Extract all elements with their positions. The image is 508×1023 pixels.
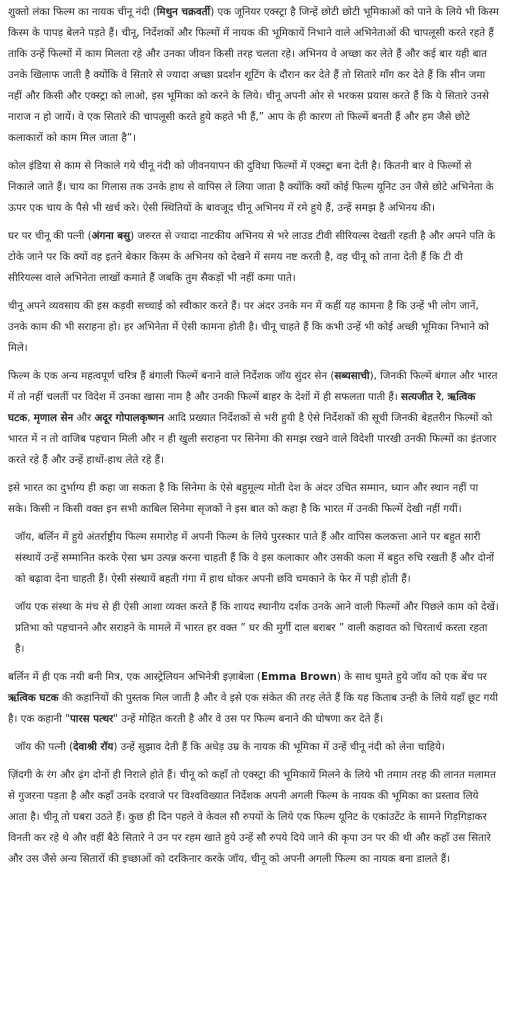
paragraph-text: चीनू अपने व्यवसाय की इस कड़वी सच्चाई को स्वीकार करते हैं। पर अंदर उनके मन में कहीं यह कामना है कि उन्हें भी लोग जानें, उनके काम की भी सराहना हो। हर अभिनेता में ऐसी कामना होती है। चीनू चाहते हैं कि कभी उन्हें भी कोई अच्छी भूमिका निभाने को मिले। xyxy=(8,300,489,354)
bold-name: अंगना बसु xyxy=(91,230,131,242)
paragraph-text: जॉय एक संस्था के मंच से ही ऐसी आशा व्यक्त करते हैं कि शायद स्थानीय दर्शक उनके आने वाली फिल्मों और पिछले काम को देखें। प्रतिभा को पहचानने और सराहने के मामले में भारत हर वक्त ” घर की मुर्गी दाल बराबर ” वाली कहावत को चिरतार्थ करता रहता है। xyxy=(15,601,499,655)
article-paragraph xyxy=(8,597,500,660)
paragraph-text: ) उन्हें सुझाव देती हैं कि अधेड़ उम्र के नायक की भूमिका में उन्हें चीनू नंदी को लेना चाहिये। xyxy=(113,741,445,753)
paragraph-text: बर्लिन में ही एक नयी बनी मित्र, एक आस्ट्रेलियन अभिनेत्री इज़ाबेला ( xyxy=(8,671,261,683)
paragraph-text: , xyxy=(27,412,34,424)
article-paragraph xyxy=(8,765,500,870)
article-paragraph xyxy=(8,156,500,219)
paragraph-text: कोल इंडिया से काम से निकाले गये चीनू नंदी को जीवनयापन की दुविधा फिल्मों में एक्स्ट्रा बना देती है। कितनी बार वे फिल्मों से निकाले जाते हैं। चाय का गिलास तक उनके हाथ से वापिस ले लिया जाता है क्योंकि क्यों कोई फिल्म यूनिट उन जैसे छोटे अभिनेता के ऊपर एक चाय के पैसे भी खर्च करे। ऐसी स्थितियों के बावजूद चीनू अभिनय में रमे हुये हैं, उन्हें समझ है अभिनय की। xyxy=(8,160,494,214)
paragraph-text: जॉय की पत्नी ( xyxy=(15,741,74,753)
bold-name: देवाश्री रॉय xyxy=(73,741,114,753)
paragraph-text: ) एक जूनियर एक्स्ट्रा है जिन्हें छोटी छोटी भूमिकाओं को पाने के लिये भी किस्म किस्म के पापड़ बेलने पड़ते हैं। चीनू, निर्देशकों और फिल्मों में नायक की भूमिकायें निभाने वाले अभिनेताओं की चापलूसी करते रहते हैं ताकि उन्हें फिल्मों में काम मिलता रहे और उनका जीवन किसी तरह चलता रहे। अभिनय वे अच्छा कर लेते हैं और कई बार यही बात उनके खिलाफ जाती है क्योंकि वे सितारे से ज्यादा अच्छा प्रदर्शन शूटिंग के दौरान कर देते हैं तो सितारे माँग कर देते हैं कि सीन जमा नहीं और किसी और एक्स्ट्रा को लाओ, इस भूमिका को करने के लिये। चीनू अपनी ओर से भरकस प्रयास करते हैं कि ये सितारे उनसे नाराज न हो जायें। वे एक सितारे की चापलूसी करते हुये कहते भी हैं,” आप के ही कारण तो फिल्में बनती हैं और हम जैसे छोटे कलाकारों को काम मिल जाता है”। xyxy=(8,6,499,144)
article-paragraph xyxy=(8,366,500,471)
bold-name: पारस पत्थर xyxy=(69,713,114,725)
paragraph-text: फिल्म के एक अन्य महत्वपूर्ण चरित्र हैं बंगाली फिल्में बनाने वाले निर्देशक जॉय सुंदर सेन ( xyxy=(8,370,335,382)
bold-name: Emma Brown xyxy=(260,671,337,683)
bold-name: अदूर गोपालकृष्णन xyxy=(94,412,165,424)
paragraph-text: ) के साथ घुमते हुये जॉय को एक बेंच पर xyxy=(336,671,487,683)
paragraph-text: " उन्हें मोहित करती है और वे उस पर फिल्म बनाने की घोषणा कर देते हैं। xyxy=(113,713,384,725)
paragraph-text: ज़िंदगी के रंग और ढ़ंग दोनों ही निराले होते हैं। चीनू को कहाँ तो एक्स्ट्रा की भूमिकायें मिलने के लिये भी तमाम तरह की लानत मलामत से गुजरना पड़ता है और कहाँ उनके दरवाजे पर विश्वविख्यात निर्देशक अपनी अगली फिल्म के नायक की भूमिका का प्रस्ताव लिये आता है। चीनू तो घबरा उठते हैं। कुछ ही दिन पहले वे केवल सौ रुपयों के लिये एक फिल्म यूनिट के एकांउटेंट के सामने गिड़गिड़ाकर विनती कर रहे थे और वहीं बैठे सितारे ने उन पर रहम खाते हुये उन्हें सौ रुपये दिये जाने की कृपा उन पर की थी और कहाँ उस सितारे और उस जैसे अन्य सितारों की इच्छाओं को दरकिनार करके जॉय, चीनू को अपनी अगली फिल्म का नायक बना डालते हैं। xyxy=(8,769,496,865)
paragraph-text: इसे भारत का दुर्भाग्य ही कहा जा सकता है कि सिनेमा के ऐसे बहुमूल्य मोती देश के अंदर उचित सम्मान, ध्यान और स्थान नहीं पा सके। किसी न किसी वक्त इन सभी काबिल सिनेमा सृजकों ने इस बात को कहा है कि भारत में उनकी फिल्में देखी नहीं गयीं। xyxy=(8,482,479,515)
paragraph-text: जॉय, बर्लिन में हुये अंतर्राष्ट्रीय फिल्म समारोह में अपनी फिल्म के लिये पुरस्कार पाते हैं और वापिस कलकत्ता आने पर बहुत सारी संस्थायें उन्हें सम्मानित करके ऐसा भ्रम उत्पन्न करना चाहती हैं कि वे इस कलाकार और उसकी कला में बहुत रुचि रखती हैं और दोनों को बढ़ावा देना चाहती हैं। ऐसी संस्थायें बहती गंगा में हाथ धोकर अपनी छवि चमकाने के फेर में पड़ी होती हैं। xyxy=(15,531,495,585)
article-paragraph xyxy=(8,296,500,359)
paragraph-text: घर पर चीनू की पत्नी ( xyxy=(8,230,92,242)
paragraph-text: आदि प्रख्यात निर्देशकों से भरी हुयी है ऐसे निर्देशकों की सूची जिनकी बेहतरीन फिल्मों को भारत में न तो वाजिब पहचान मिली और न ही खुली सराहना पर सिनेमा की समझ रखने वाले विदेशी पारखी उनकी फिल्मों का इंतजार करते रहे हैं और उन्हें हाथों-हाथ लेते रहे हैं। xyxy=(8,412,497,466)
bold-name: सत्यजीत रे xyxy=(401,391,441,403)
bold-name: मृणाल सेन xyxy=(33,412,74,424)
article-paragraph xyxy=(8,226,500,289)
paragraph-text: ), जिनकी फिल्में बंगाल और भारत में तो नहीं चलतीं पर विदेश में उनका खासा नाम है और उनकी फिल्में बाहर के देशों में ही सफलता पाती हैं। xyxy=(8,370,498,403)
paragraph-text: शुक्तो लंका फिल्म का नायक चीनू नंदी ( xyxy=(8,6,157,18)
paragraph-text: और xyxy=(73,412,95,424)
article-paragraph xyxy=(8,2,500,149)
bold-name: मिथुन चक्रवर्ती xyxy=(156,6,211,18)
paragraph-text: की कहानियों की पुस्तक मिल जाती है और वे इसे एक संकेत की तरह लेते हैं कि यह किताब उन्ही के लिये यहाँ छूट गयी है। एक कहानी " xyxy=(8,692,498,725)
paragraph-text: , xyxy=(440,391,448,403)
bold-name: ऋत्विक घटक xyxy=(8,391,476,424)
bold-name: सब्यसाची xyxy=(334,370,370,382)
paragraph-text: ) जरुरत से ज्यादा नाटकीय अभिनय से भरे लाउड टीवी सीरियल्स देखती रहती है और अपने पति के टोके जाने पर कि क्यों वह इतने बेकार किस्म के अभिनय को देखने में समय नष्ट करती है, वह चीनू को ताना देती हैं कि टी वी सीरियल्स वाले अभिनेता लाखों कमाते हैं जबकि तुम सैकड़ों भी नहीं कमा पाते। xyxy=(8,230,496,284)
article-paragraph xyxy=(8,737,500,758)
article-paragraph xyxy=(8,667,500,730)
article-paragraph xyxy=(8,478,500,520)
article-paragraph xyxy=(8,527,500,590)
bold-name: ऋत्विक घटक xyxy=(8,692,59,704)
